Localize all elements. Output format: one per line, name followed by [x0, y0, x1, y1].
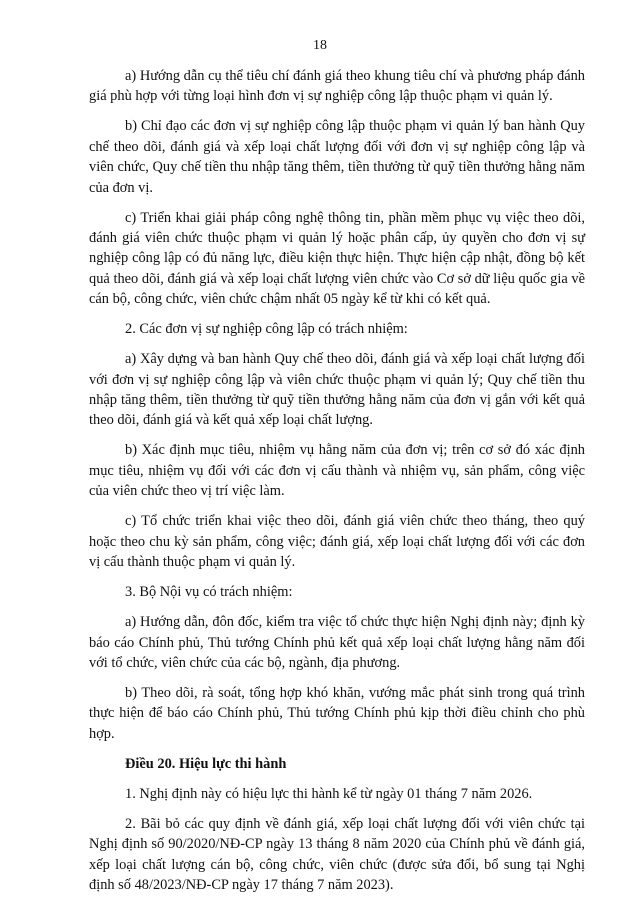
article-20-paragraph-1: 1. Nghị định này có hiệu lực thi hành kể từ ngày 01 tháng 7 năm 2026.	[125, 785, 533, 802]
article-20-heading: Điều 20. Hiệu lực thi hành	[125, 755, 287, 772]
paragraph-2c: c) Tổ chức triển khai việc theo dõi, đánh giá viên chức theo tháng, theo quý hoặc theo chu kỳ sản phẩm, công việc; đánh giá, xếp loại chất lượng đối với các đơn vị cấu thành thuộc phạm vi quản lý.	[89, 513, 585, 571]
paragraph-3b: b) Theo dõi, rà soát, tổng hợp khó khăn, vướng mắc phát sinh trong quá trình thực hiện để báo cáo Chính phủ, Thủ tướng Chính phủ kịp thời điều chỉnh cho phù hợp.	[89, 684, 585, 742]
paragraph-3: 3. Bộ Nội vụ có trách nhiệm:	[125, 584, 293, 601]
paragraph-2: 2. Các đơn vị sự nghiệp công lập có trách nhiệm:	[125, 321, 408, 338]
paragraph-2b: b) Xác định mục tiêu, nhiệm vụ hằng năm của đơn vị; trên cơ sở đó xác định mục tiêu, nhiệm vụ đối với các đơn vị cấu thành và nhiệm vụ, sản phẩm, công việc của viên chức theo vị trí việc làm.	[89, 442, 585, 500]
paragraph-1b: b) Chỉ đạo các đơn vị sự nghiệp công lập thuộc phạm vi quản lý ban hành Quy chế theo dõi, đánh giá và xếp loại chất lượng đối với đơn vị sự nghiệp công lập và viên chức, Quy chế tiền thu nhập tăng thêm, tiền thưởng từ quỹ tiền thưởng hằng năm của đơn vị.	[89, 118, 585, 196]
paragraph-1a: a) Hướng dẫn cụ thể tiêu chí đánh giá theo khung tiêu chí và phương pháp đánh giá phù hợp với từng loại hình đơn vị sự nghiệp công lập thuộc phạm vi quản lý.	[89, 68, 585, 105]
article-20-paragraph-2: 2. Bãi bỏ các quy định về đánh giá, xếp loại chất lượng đối với viên chức tại Nghị định số 90/2020/NĐ-CP ngày 13 tháng 8 năm 2020 của Chính phủ về đánh giá, xếp loại chất lượng cán bộ, công chức, viên chức (được sửa đổi, bổ sung tại Nghị định số 48/2023/NĐ-CP ngày 17 tháng 7 năm 2023).	[89, 815, 585, 893]
paragraph-2a: a) Xây dựng và ban hành Quy chế theo dõi, đánh giá và xếp loại chất lượng đối với đơn vị sự nghiệp công lập và viên chức thuộc phạm vi quản lý; Quy chế tiền thu nhập tăng thêm, tiền thưởng từ quỹ tiền thưởng hằng năm của đơn vị gắn với kết quả theo dõi, đánh giá và kết quả xếp loại chất lượng.	[89, 351, 585, 429]
page-number: 18	[313, 38, 327, 53]
paragraph-3a: a) Hướng dẫn, đôn đốc, kiểm tra việc tổ chức thực hiện Nghị định này; định kỳ báo cáo Chính phủ, Thủ tướng Chính phủ kết quả xếp loại chất lượng hằng năm đối với tổ chức, viên chức của các bộ, ngành, địa phương.	[89, 614, 585, 671]
paragraph-1c: c) Triển khai giải pháp công nghệ thông tin, phần mềm phục vụ việc theo dõi, đánh giá viên chức thuộc phạm vi quản lý hoặc phân cấp, ủy quyền cho đơn vị sự nghiệp công lập có đủ năng lực, điều kiện thực hiện. Thực hiện cập nhật, đồng bộ kết quả theo dõi, đánh giá và xếp loại chất lượng viên chức vào Cơ sở dữ liệu quốc gia về cán bộ, công chức, viên chức chậm nhất 05 ngày kể từ khi có kết quả.	[89, 209, 585, 308]
document-body	[89, 66, 585, 905]
